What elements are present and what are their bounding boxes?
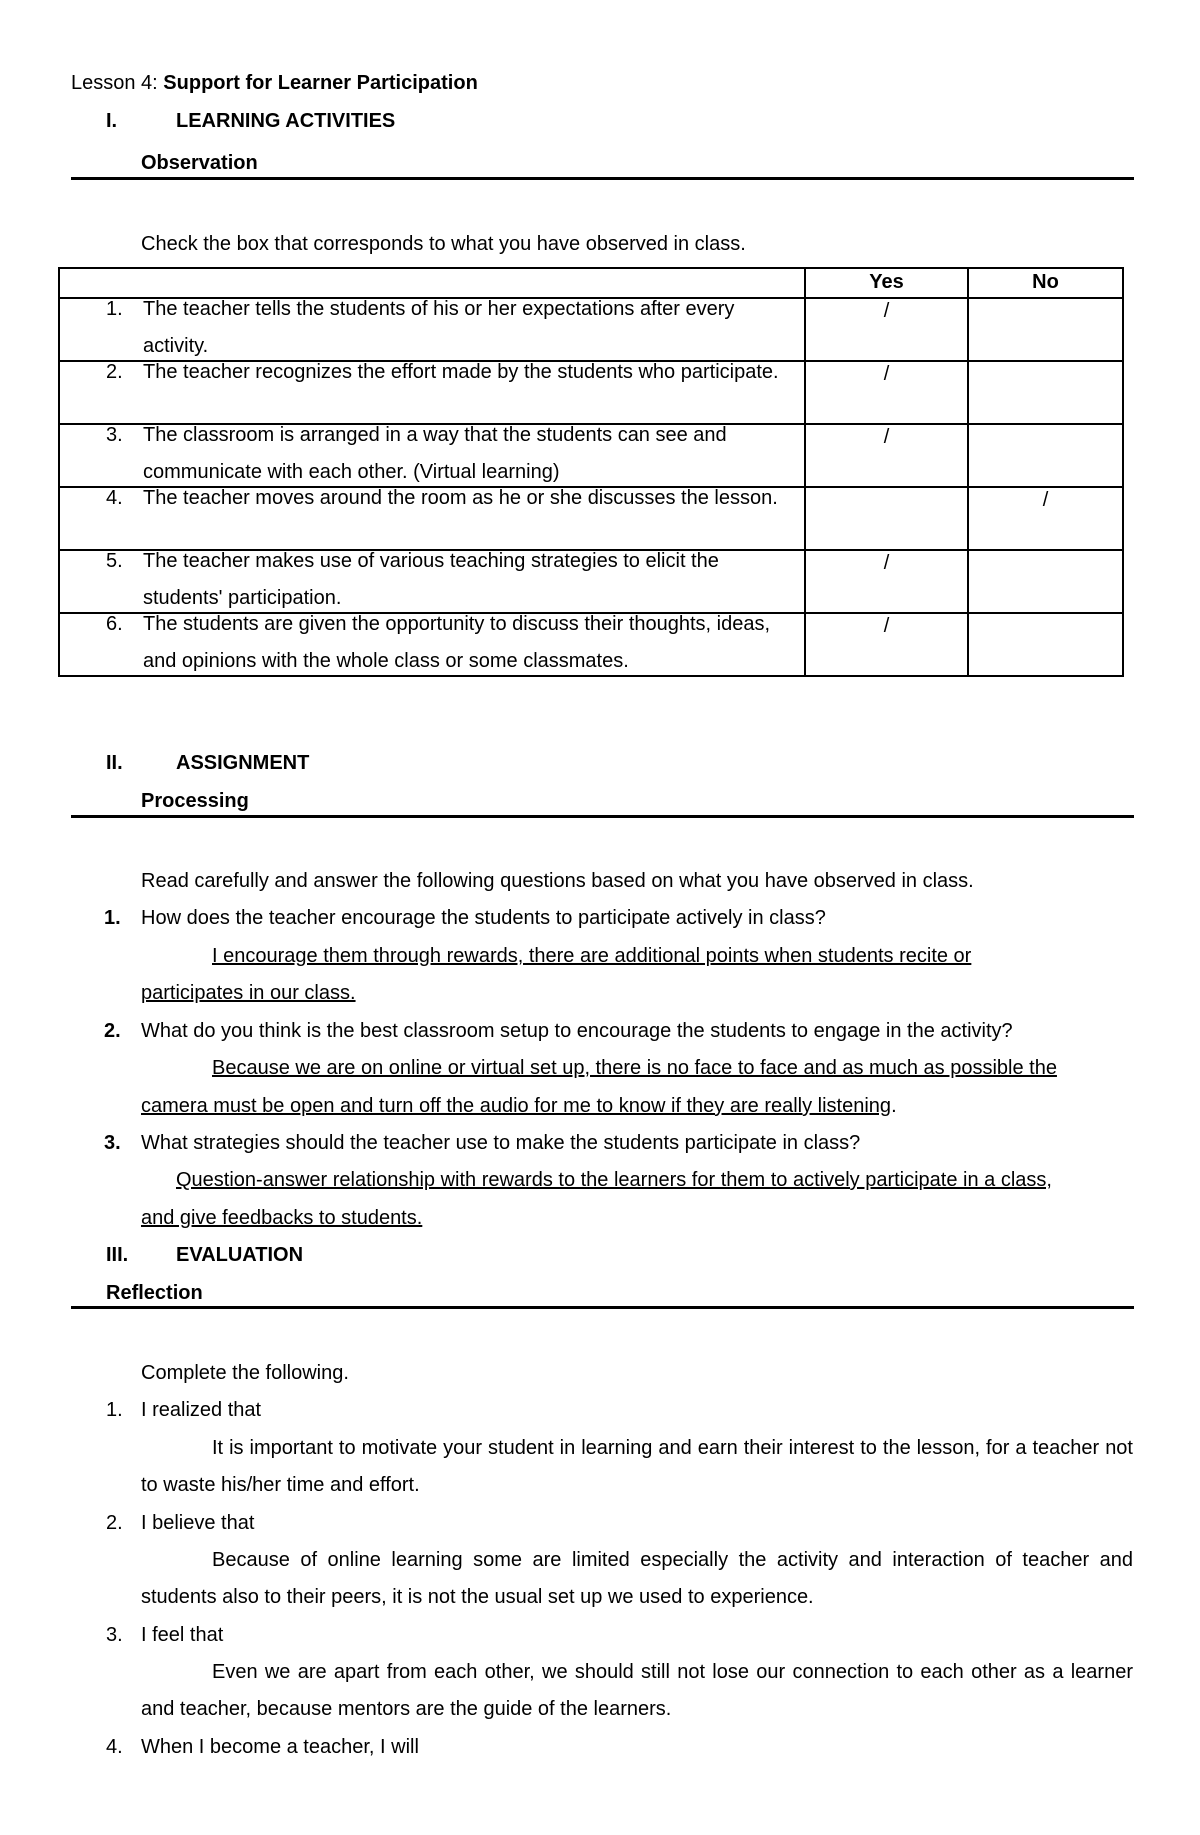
answer-line: and give feedbacks to students. [141,1207,423,1229]
section1-numeral: I. [106,110,118,132]
section2-instruction: Read carefully and answer the following questions based on what you have observed in class. [141,870,974,892]
section1-instruction: Check the box that corresponds to what you have observed in class. [141,233,746,255]
yes-cell: / [805,424,968,487]
reflection-prompt: I realized that [141,1399,262,1421]
row-text: The teacher tells the students of his or her expectations after every activity. [143,298,735,357]
section3-instruction: Complete the following. [141,1362,349,1384]
section1-sub: Observation [141,152,258,174]
row-text: The teacher moves around the room as he or she discusses the lesson. [143,487,778,509]
reflection-number: 1. [106,1399,123,1421]
section3-sub: Reflection [106,1282,203,1304]
table-row [59,613,1123,676]
lesson-prefix: Lesson 4: [71,72,158,94]
reflection-prompt: I believe that [141,1512,255,1534]
answer-line: Because we are on online or virtual set up, there is no face to face and as much as possible the [212,1057,1057,1079]
row-text: The students are given the opportunity to discuss their thoughts, ideas, and opinions with the whole class or some classmates. [143,613,771,672]
row-text: The teacher makes use of various teaching strategies to elicit the students' participation. [143,550,719,609]
row-text: The classroom is arranged in a way that the students can see and communicate with each other. (Virtual learning) [143,424,727,483]
row-number: 2. [106,361,123,383]
question-text: What strategies should the teacher use to make the students participate in class? [141,1132,861,1154]
reflection-answer: Even we are apart from each other, we should still not lose our connection to each other as a learner and teacher, because mentors are the guide of the learners. [141,1661,1133,1720]
row-number: 5. [106,550,123,572]
row-number: 6. [106,613,123,635]
section1-rule [71,177,1134,180]
row-text: The teacher recognizes the effort made by the students who participate. [143,361,779,383]
observation-table [58,267,1124,677]
no-cell [968,298,1123,361]
answer-line: Question-answer relationship with rewards to the learners for them to actively participate in a class, [176,1169,1052,1191]
row-number: 1. [106,298,123,320]
table-row [59,424,1123,487]
reflection-number: 2. [106,1512,123,1534]
table-row [59,487,1123,550]
section2-sub: Processing [141,790,249,812]
no-cell [968,550,1123,613]
section3-numeral: III. [106,1244,129,1266]
reflection-answer: Because of online learning some are limited especially the activity and interaction of teacher and students also to their peers, it is not the usual set up we used to experience. [141,1549,1133,1608]
section2-heading: ASSIGNMENT [176,752,310,774]
question-text: What do you think is the best classroom setup to encourage the students to engage in the activity? [141,1020,1013,1042]
yes-cell: / [805,613,968,676]
table-row [59,550,1123,613]
section1-heading: LEARNING ACTIVITIES [176,110,396,132]
no-cell [968,424,1123,487]
header-yes: Yes [805,268,968,298]
no-cell [968,361,1123,424]
question-number: 3. [104,1132,121,1154]
question-number: 1. [104,907,121,929]
header-no: No [968,268,1123,298]
section2-rule [71,815,1134,818]
table-row [59,361,1123,424]
lesson-title: Support for Learner Participation [163,72,478,94]
no-cell: / [968,487,1123,550]
answer-tail: . [891,1095,897,1117]
yes-cell: / [805,298,968,361]
reflection-number: 3. [106,1624,123,1646]
answer-line: camera must be open and turn off the audio for me to know if they are really listening [141,1095,892,1117]
no-cell [968,613,1123,676]
section3-heading: EVALUATION [176,1244,304,1266]
reflection-prompt: I feel that [141,1624,224,1646]
reflection-answer: It is important to motivate your student in learning and earn their interest to the lesson, for a teacher not to waste his/her time and effort. [141,1437,1133,1496]
yes-cell [805,487,968,550]
answer-line: I encourage them through rewards, there are additional points when students recite or [212,945,972,967]
reflection-number: 4. [106,1736,123,1758]
lesson-title-line [71,65,478,102]
answer-line-wrap [141,1088,897,1125]
table-row [59,298,1123,361]
row-number: 3. [106,424,123,446]
yes-cell: / [805,361,968,424]
row-number: 4. [106,487,123,509]
section3-rule [71,1306,1134,1309]
answer-line: participates in our class. [141,982,356,1004]
section2-numeral: II. [106,752,123,774]
yes-cell: / [805,550,968,613]
question-text: How does the teacher encourage the students to participate actively in class? [141,907,826,929]
reflection-prompt: When I become a teacher, I will [141,1736,419,1758]
question-number: 2. [104,1020,121,1042]
